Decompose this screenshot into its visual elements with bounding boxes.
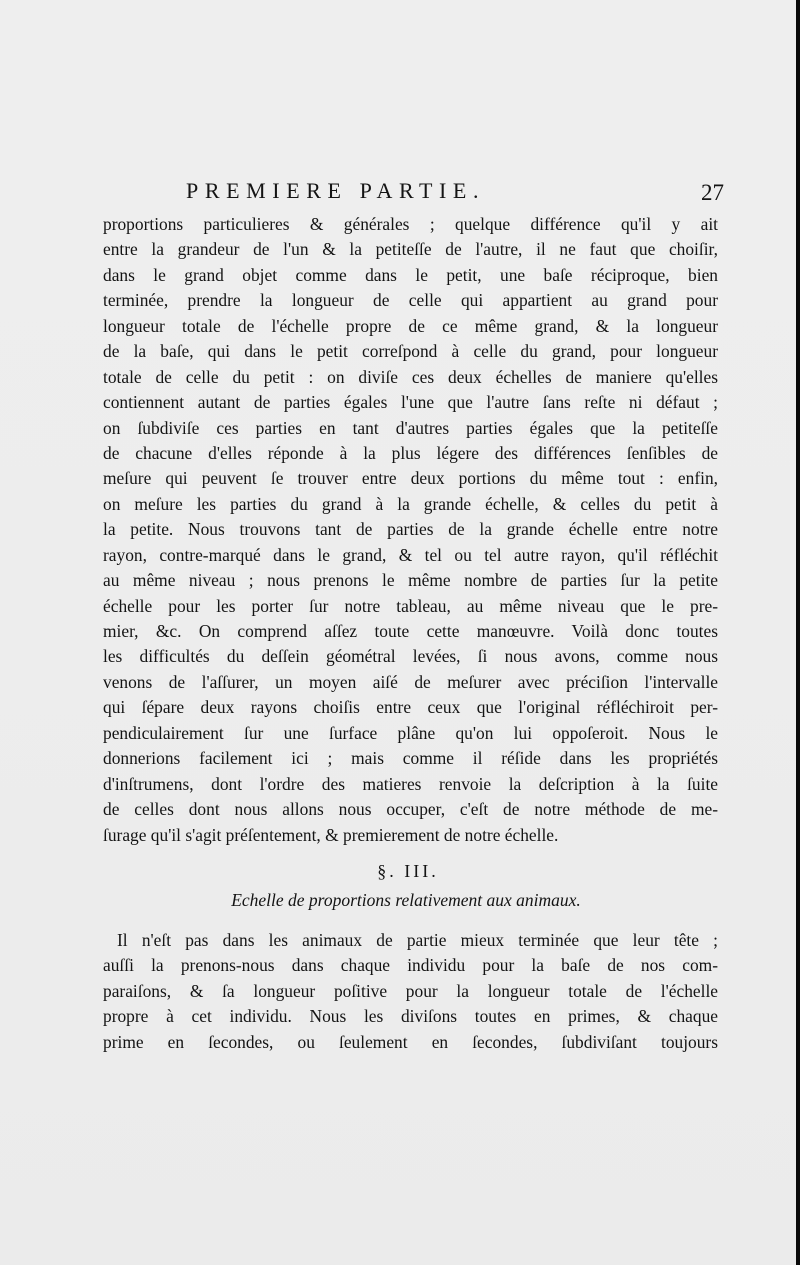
text-line: les difficultés du deſſein géométral levées, ſi nous avons, comme nous — [103, 646, 718, 667]
text-line: terminée, prendre la longueur de celle qui appartient au grand pour — [103, 290, 718, 311]
text-line: qui ſépare deux rayons choiſis entre ceux que l'original réfléchiroit per- — [103, 697, 718, 718]
section-body-text — [103, 928, 718, 1055]
text-line: pendiculairement ſur une ſurface plâne qu'on lui oppoſeroit. Nous le — [103, 722, 718, 743]
page-edge-shadow — [796, 0, 800, 1265]
text-line: contiennent autant de parties égales l'une que l'autre ſans reſte ni défaut ; — [103, 392, 718, 413]
text-line: Il n'eſt pas dans les animaux de partie mieux terminée que leur tête ; — [117, 930, 718, 950]
running-head: PREMIERE PARTIE. — [186, 178, 486, 203]
text-line: longueur totale de l'échelle propre de ce même grand, & la longueur — [103, 315, 718, 336]
text-line: rayon, contre-marqué dans le grand, & tel ou tel autre rayon, qu'il réfléchit — [103, 544, 718, 565]
text-line: au même niveau ; nous prenons le même nombre de parties ſur la petite — [103, 570, 718, 591]
section-title: Echelle de proportions relativement aux animaux. — [231, 890, 581, 910]
text-line: proportions particulieres & générales ; quelque différence qu'il y ait — [103, 214, 718, 234]
text-line: auſſi la prenons-nous dans chaque individu pour la baſe de nos com- — [103, 955, 718, 976]
text-line: ſurage qu'il s'agit préſentement, & premierement de notre échelle. — [103, 824, 559, 845]
text-line: mier, &c. On comprend aſſez toute cette manœuvre. Voilà donc toutes — [103, 621, 718, 641]
text-line: dans le grand objet comme dans le petit, une baſe réciproque, bien — [103, 264, 718, 285]
body-text — [103, 212, 718, 848]
text-line: de chacune d'elles réponde à la plus légere des différences ſenſibles de — [103, 442, 718, 463]
text-line: échelle pour les porter ſur notre tableau, au même niveau que le pre- — [103, 595, 718, 616]
text-line: totale de celle du petit : on diviſe ces deux échelles de maniere qu'elles — [103, 366, 718, 387]
text-line: donnerions facilement ici ; mais comme il réſide dans les propriétés — [103, 748, 718, 769]
text-line: la petite. Nous trouvons tant de parties de la grande échelle entre notre — [103, 519, 718, 540]
text-line: de celles dont nous allons nous occuper, c'eſt de notre méthode de me- — [103, 799, 718, 820]
text-line: meſure qui peuvent ſe trouver entre deux portions du même tout : enfin, — [103, 468, 718, 489]
text-line: propre à cet individu. Nous les diviſons toutes en primes, & chaque — [103, 1006, 718, 1027]
text-line: paraiſons, & ſa longueur poſitive pour la longueur totale de l'échelle — [103, 980, 718, 1001]
text-line: on ſubdiviſe ces parties en tant d'autres parties égales que la petiteſſe — [103, 417, 718, 438]
text-line: de la baſe, qui dans le petit correſpond à celle du grand, pour longueur — [103, 341, 718, 362]
section-number: §. III. — [377, 861, 439, 881]
text-line: prime en ſecondes, ou ſeulement en ſecondes, ſubdiviſant toujours — [103, 1031, 718, 1052]
text-line: entre la grandeur de l'un & la petiteſſe de l'autre, il ne faut que choiſir, — [103, 239, 718, 260]
text-line: on meſure les parties du grand à la grande échelle, & celles du petit à — [103, 493, 718, 514]
text-line: d'inſtrumens, dont l'ordre des matieres renvoie la deſcription à la ſuite — [103, 773, 718, 794]
text-line: venons de l'aſſurer, un moyen aiſé de meſurer avec préciſion l'intervalle — [103, 671, 718, 692]
page-number: 27 — [701, 180, 724, 205]
